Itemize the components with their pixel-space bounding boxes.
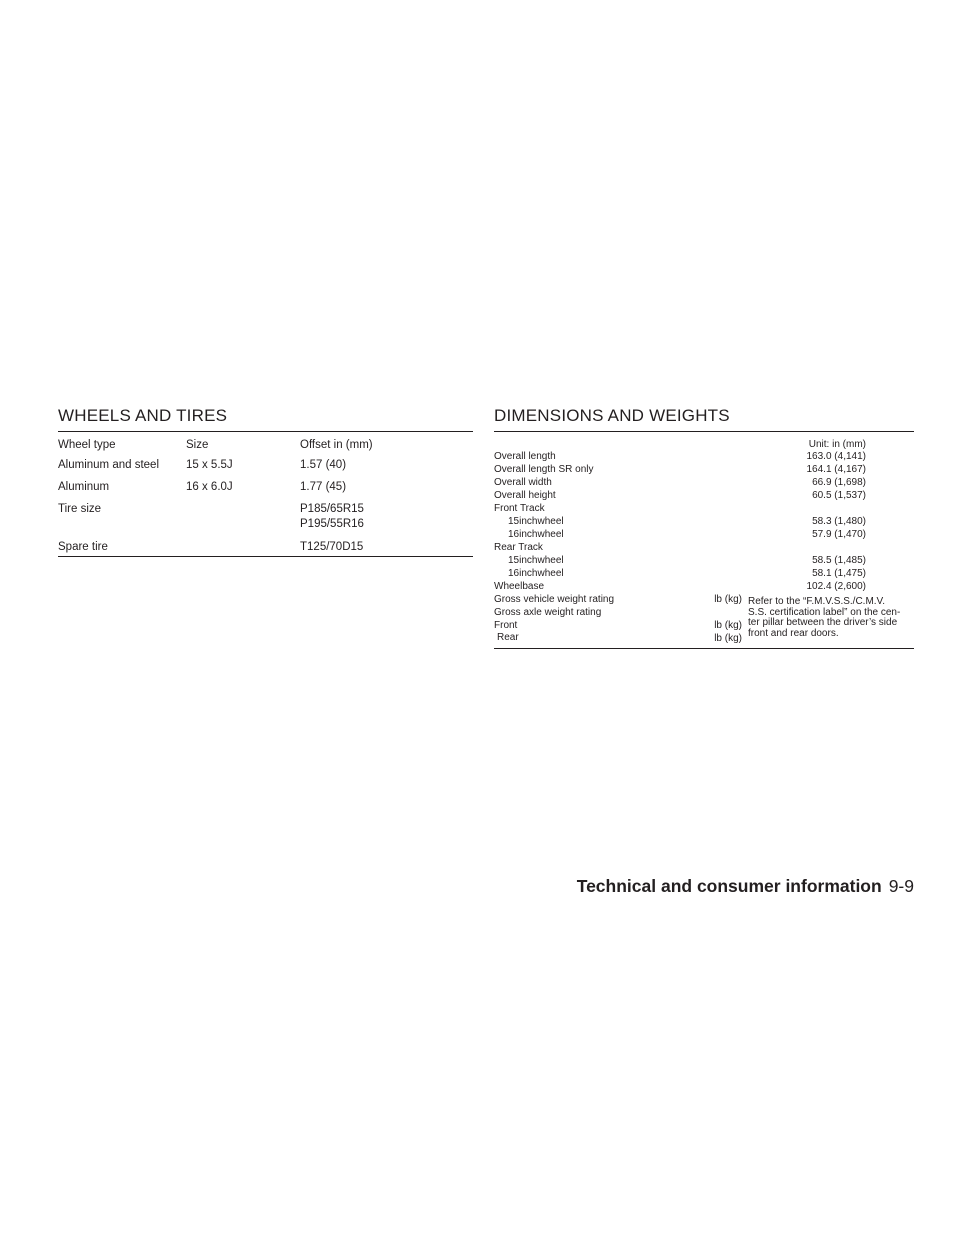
chapter-title: Technical and consumer information bbox=[576, 876, 882, 896]
dimension-label: 15inchwheel bbox=[508, 555, 564, 566]
dimension-label: 15inchwheel bbox=[508, 516, 564, 527]
dimension-label: Wheelbase bbox=[494, 581, 545, 592]
dimension-value: 60.5 (1,537) bbox=[812, 490, 866, 501]
dimension-label: Overall width bbox=[494, 477, 552, 488]
column-header-size: Size bbox=[186, 439, 209, 451]
weight-unit: lb (kg) bbox=[714, 620, 742, 631]
weight-label: Rear bbox=[497, 632, 519, 643]
offset-cell: 1.77 (45) bbox=[300, 481, 347, 493]
weight-label: Front bbox=[494, 620, 518, 631]
table-row bbox=[58, 540, 473, 556]
wheels-and-tires-title: WHEELS AND TIRES bbox=[58, 406, 228, 425]
dimension-label: Overall length SR only bbox=[494, 464, 594, 475]
dimension-value: 58.3 (1,480) bbox=[812, 516, 866, 527]
dimension-label: Overall height bbox=[494, 490, 556, 501]
dimension-value: 164.1 (4,167) bbox=[806, 464, 866, 475]
dimension-label: Overall length bbox=[494, 451, 556, 462]
table-row bbox=[58, 458, 473, 480]
weight-label: Gross axle weight rating bbox=[494, 607, 602, 618]
offset-cell: 1.57 (40) bbox=[300, 459, 347, 471]
wheel-type-cell: Tire size bbox=[58, 503, 102, 515]
dimension-value: 102.4 (2,600) bbox=[806, 581, 866, 592]
weight-unit: lb (kg) bbox=[714, 594, 742, 605]
wheel-type-cell: Aluminum and steel bbox=[58, 459, 159, 471]
dimension-label: 16inchwheel bbox=[508, 529, 564, 540]
page-footer bbox=[577, 876, 914, 897]
table-row bbox=[58, 502, 473, 540]
size-cell: 15 x 5.5J bbox=[186, 459, 233, 471]
column-header-wheel-type: Wheel type bbox=[58, 439, 116, 451]
column-header-offset: Offset in (mm) bbox=[300, 439, 373, 451]
offset-cell: P185/65R15 P195/55R16 bbox=[300, 503, 364, 530]
dimension-label: Front Track bbox=[494, 503, 545, 514]
unit-label: Unit: in (mm) bbox=[808, 439, 866, 450]
page-number: 9-9 bbox=[888, 876, 914, 896]
dimension-value: 58.1 (1,475) bbox=[812, 568, 866, 579]
dimensions-and-weights-table bbox=[494, 431, 914, 649]
dimension-label: 16inchwheel bbox=[508, 568, 564, 579]
wheels-and-tires-table bbox=[58, 431, 473, 557]
weight-label: Gross vehicle weight rating bbox=[494, 594, 615, 605]
table-row bbox=[58, 480, 473, 502]
certification-label-note: Refer to the “F.M.V.S.S./C.M.V. S.S. certification label” on the cen- ter pillar between the driver’s side front and rear doors. bbox=[748, 596, 901, 639]
dimension-value: 163.0 (4,141) bbox=[806, 451, 866, 462]
offset-cell: T125/70D15 bbox=[300, 541, 364, 553]
wheel-type-cell: Spare tire bbox=[58, 541, 108, 553]
size-cell: 16 x 6.0J bbox=[186, 481, 233, 493]
wheel-type-cell: Aluminum bbox=[58, 481, 110, 493]
dimension-value: 57.9 (1,470) bbox=[812, 529, 866, 540]
weight-unit: lb (kg) bbox=[714, 633, 742, 644]
dimensions-and-weights-title: DIMENSIONS AND WEIGHTS bbox=[494, 406, 730, 425]
dimension-value: 58.5 (1,485) bbox=[812, 555, 866, 566]
table-header-row bbox=[58, 438, 473, 458]
dimension-value: 66.9 (1,698) bbox=[812, 477, 866, 488]
dimension-label: Rear Track bbox=[494, 542, 543, 553]
